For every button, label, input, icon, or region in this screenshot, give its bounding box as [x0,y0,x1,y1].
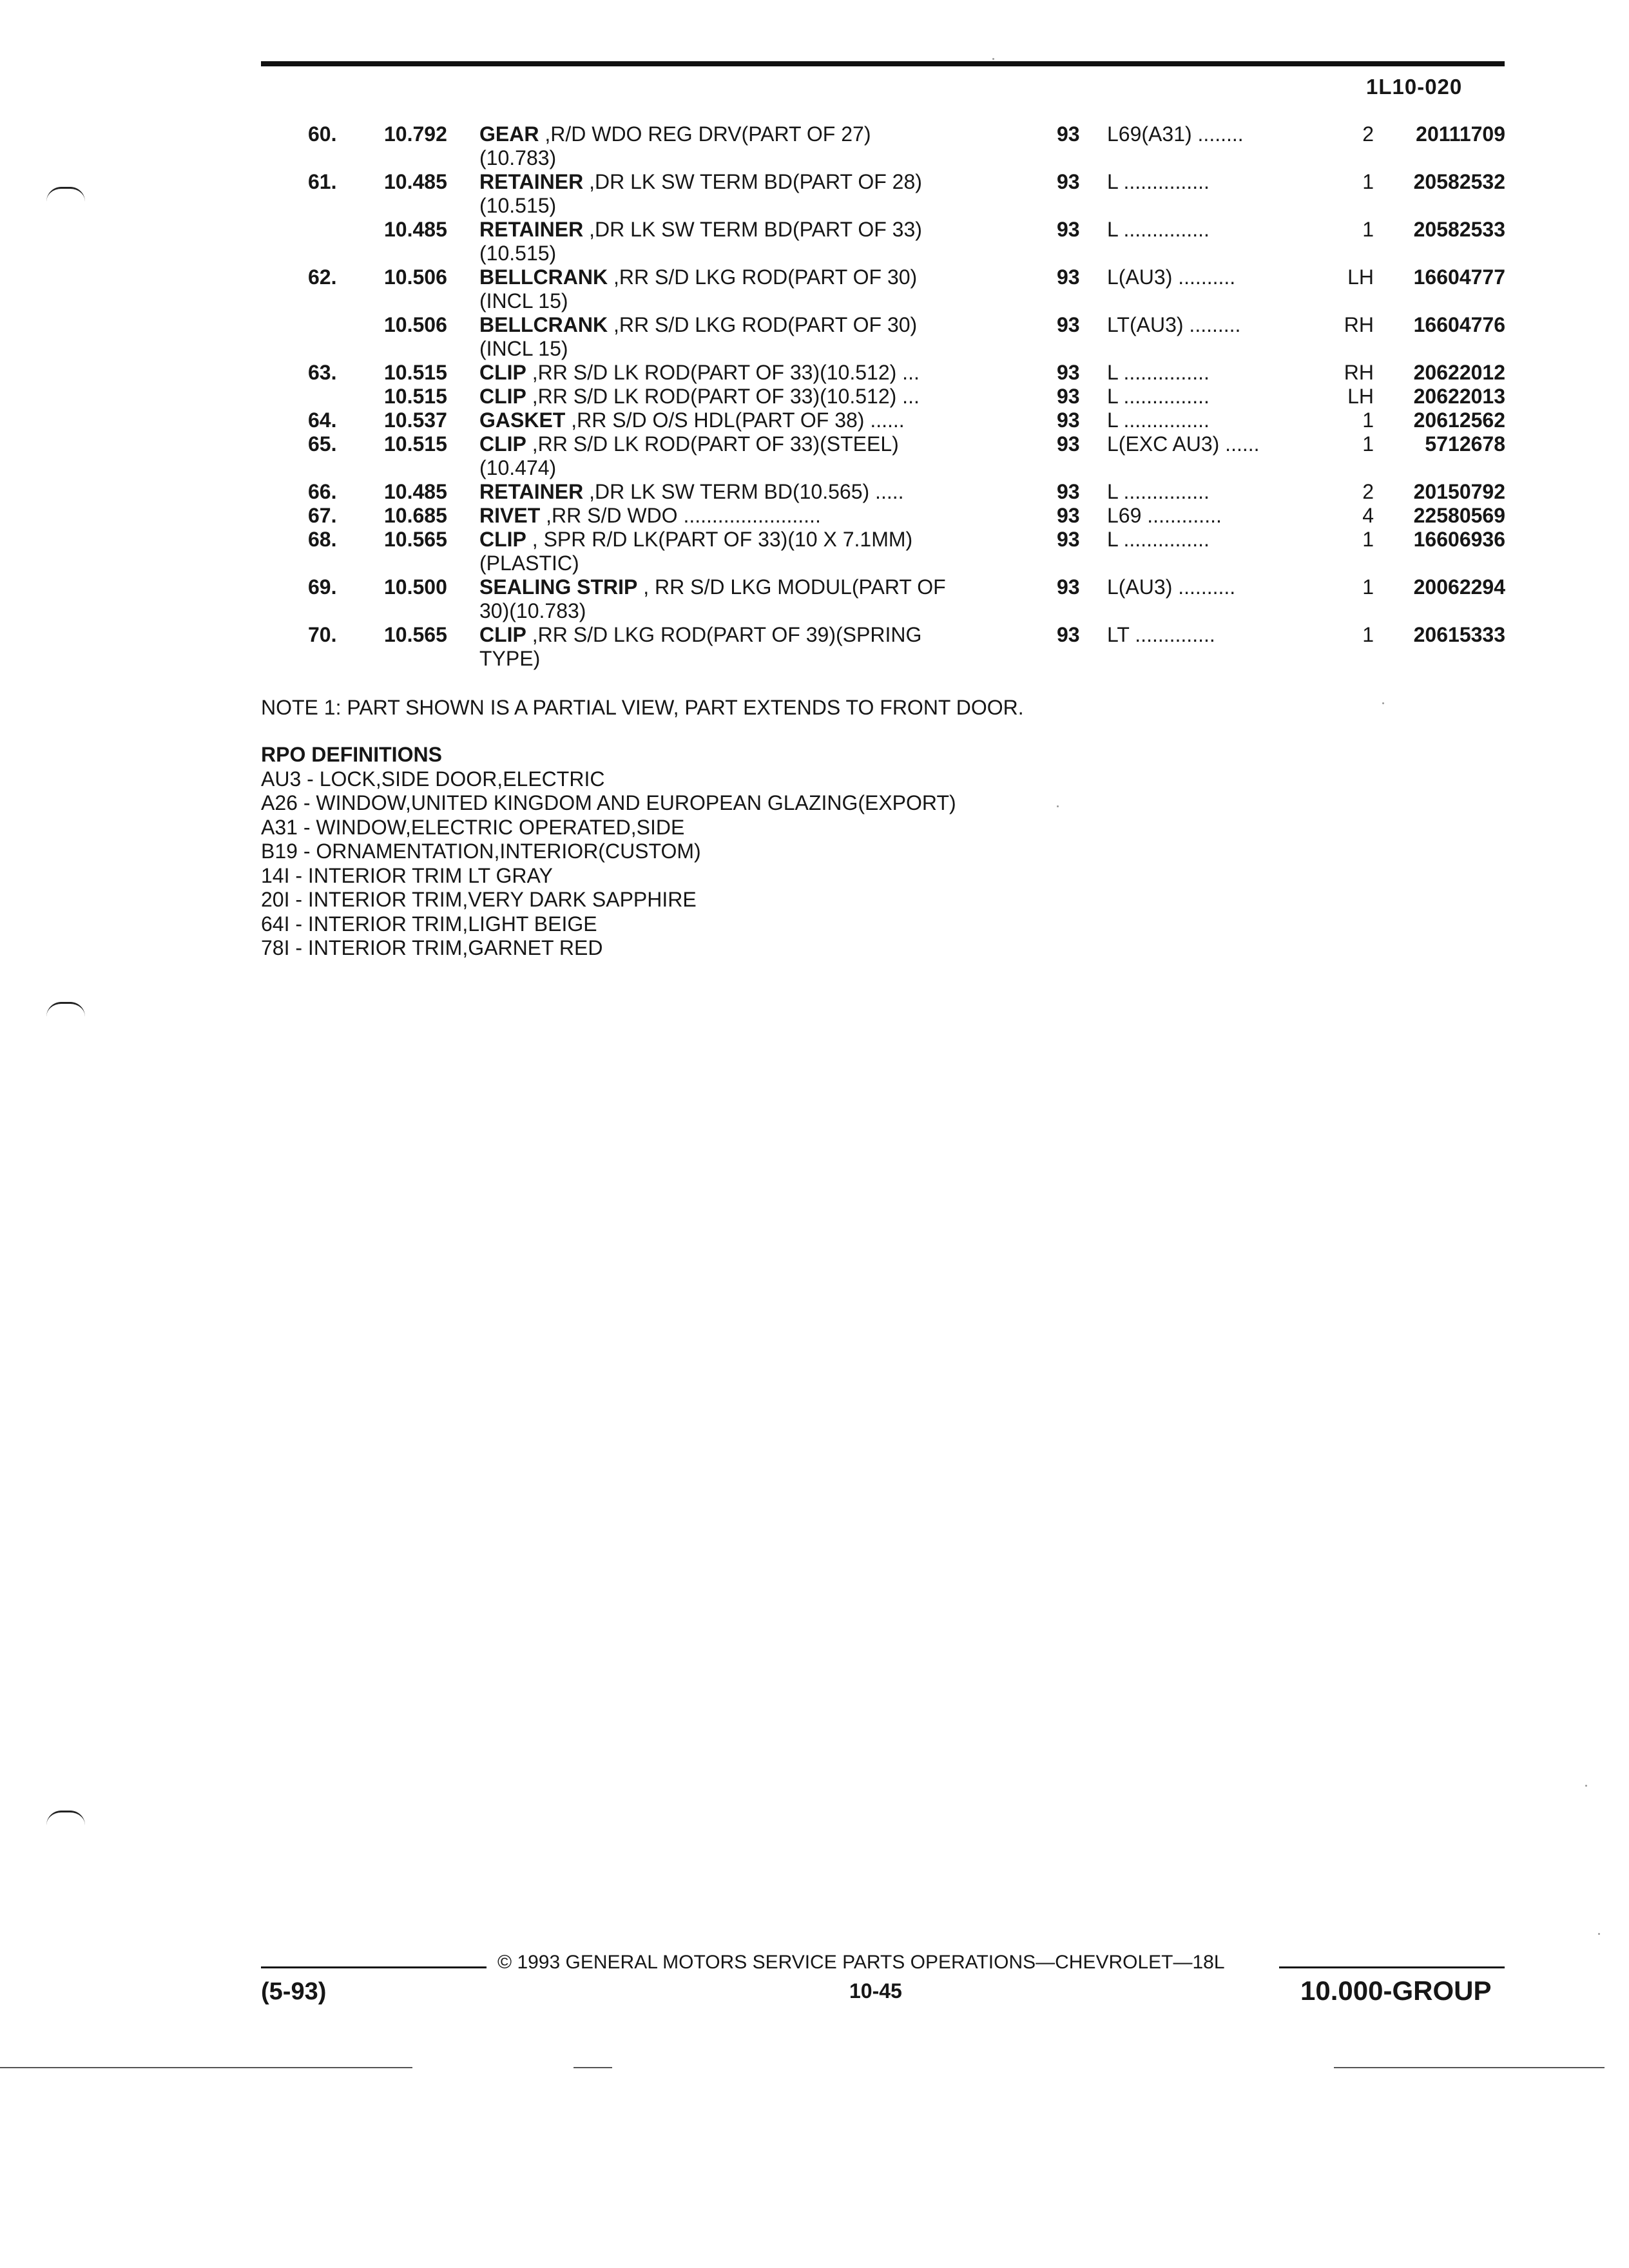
rpo-heading: RPO DEFINITIONS [261,743,442,766]
scan-edge-line [574,2067,612,2068]
description-line [479,170,1034,194]
usage-code: L ............... [1107,528,1210,551]
quantity: 1 [1362,528,1374,551]
quantity: RH [1344,361,1374,384]
part-row [0,623,1629,671]
part-description [479,408,1034,432]
page-code: 1L10-020 [1366,75,1463,99]
part-row [0,480,1629,504]
part-description [479,575,1034,623]
quantity: LH [1347,385,1374,408]
description-continuation: (10.515) [479,242,557,265]
description-line [479,218,1034,242]
quantity: 1 [1362,218,1374,241]
group-number: 10.537 [384,408,447,432]
part-name: CLIP [479,528,526,551]
part-name: RETAINER [479,218,584,241]
part-number: 5712678 [1425,432,1505,456]
part-description [479,385,1034,408]
rpo-definitions [261,743,956,961]
part-row [0,408,1629,432]
usage-code: L69 ............. [1107,504,1222,527]
rpo-item: 14I - INTERIOR TRIM LT GRAY [261,863,553,887]
part-name: RETAINER [479,480,584,503]
part-description [479,218,1034,265]
quantity: 1 [1362,575,1374,599]
description-line [479,528,1034,552]
scan-speck [1057,805,1059,807]
quantity: LH [1347,265,1374,289]
group-number: 10.515 [384,432,447,456]
part-row [0,575,1629,623]
group-number: 10.515 [384,385,447,408]
part-number: 20062294 [1413,575,1505,599]
usage-code: L ............... [1107,361,1210,384]
part-name: BELLCRANK [479,313,608,336]
part-number: 22580569 [1413,504,1505,527]
scan-speck [1585,1785,1587,1787]
description-line [479,122,1034,146]
model-year: 93 [1057,122,1080,146]
item-number: 65. [308,432,337,456]
part-name: GASKET [479,408,566,432]
quantity: 1 [1362,170,1374,193]
rpo-item: 78I - INTERIOR TRIM,GARNET RED [261,936,603,959]
description-continuation: (INCL 15) [479,289,568,312]
description-text: ,RR S/D LKG ROD(PART OF 39)(SPRING [526,623,922,646]
quantity: 2 [1362,122,1374,146]
quantity: 1 [1362,432,1374,456]
item-number: 62. [308,265,337,289]
description-text: ,RR S/D O/S HDL(PART OF 38) ...... [565,408,905,432]
quantity: RH [1344,313,1374,336]
model-year: 93 [1057,408,1080,432]
part-description [479,170,1034,218]
description-text: , SPR R/D LK(PART OF 33)(10 X 7.1MM) [526,528,913,551]
quantity: 1 [1362,623,1374,646]
footer-rule-left [261,1966,487,1968]
usage-code: L ............... [1107,385,1210,408]
group-number: 10.485 [384,170,447,193]
item-number: 64. [308,408,337,432]
description-text: ,RR S/D LK ROD(PART OF 33)(STEEL) [526,432,899,456]
description-continuation: (10.515) [479,194,557,217]
part-row [0,170,1629,218]
description-line [479,361,1034,385]
part-description [479,361,1034,385]
model-year: 93 [1057,432,1080,456]
part-name: SEALING STRIP [479,575,638,599]
part-name: CLIP [479,361,526,384]
part-row [0,218,1629,265]
group-number: 10.485 [384,218,447,241]
item-number: 68. [308,528,337,551]
model-year: 93 [1057,361,1080,384]
group-number: 10.685 [384,504,447,527]
item-number: 61. [308,170,337,193]
description-text: ,DR LK SW TERM BD(10.565) ..... [583,480,904,503]
part-name: RETAINER [479,170,584,193]
description-line [479,265,1034,289]
model-year: 93 [1057,480,1080,503]
usage-code: LT(AU3) ......... [1107,313,1241,336]
model-year: 93 [1057,170,1080,193]
part-row [0,313,1629,361]
description-text: ,RR S/D LKG ROD(PART OF 30) [608,265,918,289]
part-number: 20612562 [1413,408,1505,432]
revision-date: (5-93) [261,1978,327,2005]
description-line [479,575,1034,599]
part-number: 16604776 [1413,313,1505,336]
rpo-item: A31 - WINDOW,ELECTRIC OPERATED,SIDE [261,815,685,839]
item-number: 60. [308,122,337,146]
part-number: 16606936 [1413,528,1505,551]
group-number: 10.506 [384,313,447,336]
group-number: 10.565 [384,528,447,551]
part-number: 20582533 [1413,218,1505,241]
part-row [0,528,1629,575]
rpo-item: A26 - WINDOW,UNITED KINGDOM AND EUROPEAN GLAZING(EXPORT) [261,791,956,814]
part-description [479,504,1034,528]
part-number: 20582532 [1413,170,1505,193]
group-number: 10.515 [384,361,447,384]
scan-edge-line [0,2067,412,2068]
usage-code: L(AU3) .......... [1107,575,1236,599]
quantity: 2 [1362,480,1374,503]
model-year: 93 [1057,528,1080,551]
binder-hole-mark [46,1002,85,1017]
description-text: ,RR S/D LKG ROD(PART OF 30) [608,313,918,336]
description-line [479,623,1034,647]
scan-speck [992,58,994,60]
description-line [479,432,1034,456]
part-row [0,385,1629,408]
description-text: ,RR S/D WDO ........................ [540,504,821,527]
group-number: 10.792 [384,122,447,146]
item-number: 69. [308,575,337,599]
quantity: 1 [1362,408,1374,432]
header-rule [261,61,1505,66]
part-row [0,504,1629,528]
part-number: 20150792 [1413,480,1505,503]
copyright-text: © 1993 GENERAL MOTORS SERVICE PARTS OPERATIONS—CHEVROLET—18L [497,1952,1225,1973]
item-number: 66. [308,480,337,503]
part-name: GEAR [479,122,539,146]
usage-code: L ............... [1107,408,1210,432]
model-year: 93 [1057,313,1080,336]
description-line [479,480,1034,504]
group-number: 10.500 [384,575,447,599]
model-year: 93 [1057,575,1080,599]
description-text: ,RR S/D LK ROD(PART OF 33)(10.512) ... [526,385,920,408]
part-number: 20111709 [1416,122,1505,146]
model-year: 93 [1057,265,1080,289]
group-number: 10.506 [384,265,447,289]
item-number: 63. [308,361,337,384]
model-year: 93 [1057,504,1080,527]
part-description [479,122,1034,170]
part-name: CLIP [479,385,526,408]
usage-code: LT .............. [1107,623,1215,646]
rpo-item: 20I - INTERIOR TRIM,VERY DARK SAPPHIRE [261,888,697,911]
description-line [479,408,1034,432]
part-description [479,265,1034,313]
description-line [479,504,1034,528]
usage-code: L69(A31) ........ [1107,122,1244,146]
page-number: 10-45 [849,1979,902,2003]
scan-speck [1382,702,1384,704]
part-description [479,528,1034,575]
description-line [479,385,1034,408]
scan-edge-line [1334,2067,1605,2068]
description-text: ,R/D WDO REG DRV(PART OF 27) [539,122,871,146]
quantity: 4 [1362,504,1374,527]
usage-code: L ............... [1107,170,1210,193]
part-name: BELLCRANK [479,265,608,289]
description-line [479,313,1034,337]
part-description [479,432,1034,480]
usage-code: L ............... [1107,218,1210,241]
note-text: NOTE 1: PART SHOWN IS A PARTIAL VIEW, PART EXTENDS TO FRONT DOOR. [261,696,1024,719]
item-number: 70. [308,623,337,646]
group-number: 10.485 [384,480,447,503]
scan-speck [1598,1933,1600,1935]
description-continuation: TYPE) [479,647,541,670]
part-number: 20615333 [1413,623,1505,646]
part-row [0,432,1629,480]
group-label: 10.000-GROUP [1300,1975,1492,2006]
part-row [0,265,1629,313]
description-continuation: 30)(10.783) [479,599,586,622]
rpo-item: AU3 - LOCK,SIDE DOOR,ELECTRIC [261,767,605,791]
description-text: ,DR LK SW TERM BD(PART OF 28) [583,170,922,193]
parts-list [0,122,1629,671]
description-text: ,DR LK SW TERM BD(PART OF 33) [583,218,922,241]
description-text: , RR S/D LKG MODUL(PART OF [637,575,946,599]
group-number: 10.565 [384,623,447,646]
description-continuation: (10.783) [479,146,557,169]
part-description [479,313,1034,361]
part-description [479,623,1034,671]
item-number: 67. [308,504,337,527]
usage-code: L(AU3) .......... [1107,265,1236,289]
part-name: CLIP [479,432,526,456]
part-name: RIVET [479,504,541,527]
part-number: 20622012 [1413,361,1505,384]
model-year: 93 [1057,623,1080,646]
usage-code: L(EXC AU3) ...... [1107,432,1260,456]
rpo-item: 64I - INTERIOR TRIM,LIGHT BEIGE [261,912,597,936]
part-row [0,361,1629,385]
model-year: 93 [1057,218,1080,241]
usage-code: L ............... [1107,480,1210,503]
binder-hole-mark [46,1811,85,1825]
description-text: ,RR S/D LK ROD(PART OF 33)(10.512) ... [526,361,920,384]
part-name: CLIP [479,623,526,646]
description-continuation: (PLASTIC) [479,552,579,575]
description-continuation: (INCL 15) [479,337,568,360]
part-description [479,480,1034,504]
part-number: 16604777 [1413,265,1505,289]
part-row [0,122,1629,170]
rpo-item: B19 - ORNAMENTATION,INTERIOR(CUSTOM) [261,840,701,863]
part-number: 20622013 [1413,385,1505,408]
footer-rule-right [1279,1966,1505,1968]
model-year: 93 [1057,385,1080,408]
description-continuation: (10.474) [479,456,557,479]
